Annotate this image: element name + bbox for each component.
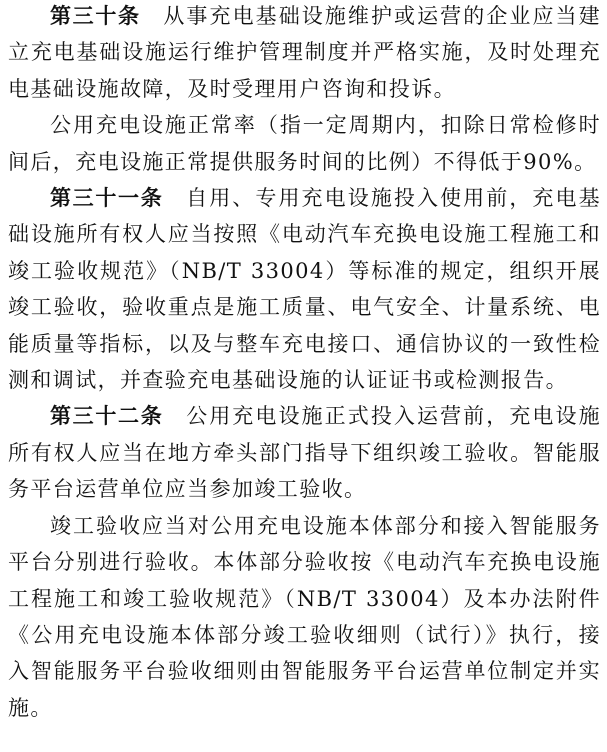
article-32-text: 公用充电设施正式投入运营前，充电设施所有权人应当在地方牵头部门指导下组织竣工验收。智能服务平台运营单位应当参加竣工验收。	[8, 404, 601, 502]
article-31-paragraph	[8, 180, 601, 398]
article-32-heading: 第三十二条	[50, 404, 164, 429]
article-30-second-text: 公用充电设施正常率（指一定周期内，扣除日常检修时间后，充电设施正常提供服务时间的比例）不得低于90%。	[8, 113, 601, 174]
article-32-second-text: 竣工验收应当对公用充电设施本体部分和接入智能服务平台分别进行验收。本体部分验收按《电动汽车充换电设施工程施工和竣工验收规范》（NB/T 33004）及本办法附件《公用充电设施本体部分竣工验收细则（试行）》执行，接入智能服务平台验收细则由智能服务平台运营单位制定并实施。	[8, 513, 601, 720]
article-30-text: 从事充电基础设施维护或运营的企业应当建立充电基础设施运行维护管理制度并严格实施，及时处理充电基础设施故障，及时受理用户咨询和投诉。	[8, 4, 601, 101]
article-31-heading: 第三十一条	[50, 186, 164, 211]
article-32-paragraph	[8, 398, 601, 507]
article-32-second-paragraph	[8, 508, 601, 726]
article-31-text: 自用、专用充电设施投入使用前，充电基础设施所有权人应当按照《电动汽车充换电设施工程施工和竣工验收规范》（NB/T 33004）等标准的规定，组织开展竣工验收，验收重点是施工质量、电气安全、计量系统、电能质量等指标，以及与整车充电接口、通信协议的一致性检测和调试，并查验充电基础设施的认证证书或检测报告。	[8, 186, 601, 393]
article-30-paragraph	[8, 0, 601, 107]
article-30-heading: 第三十条	[50, 4, 141, 28]
article-30-second-paragraph	[8, 107, 601, 180]
